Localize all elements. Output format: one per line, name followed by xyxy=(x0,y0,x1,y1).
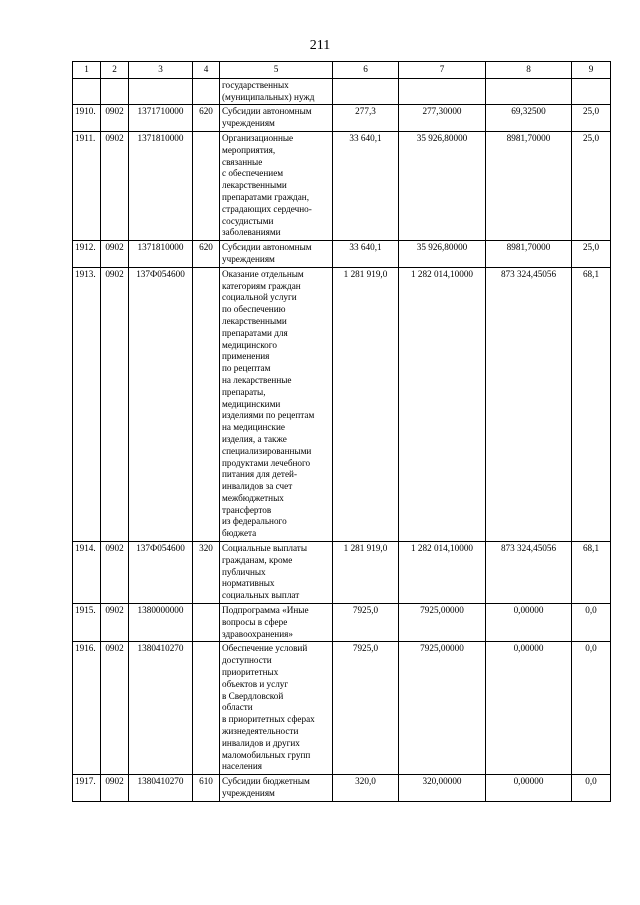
percent-executed-cell: 25,0 xyxy=(572,241,611,268)
amount-updated-cell: 7925,00000 xyxy=(399,604,486,642)
amount-approved-cell: 33 640,1 xyxy=(333,131,399,240)
section-code-cell: 0902 xyxy=(101,267,129,541)
row-number-cell: 1914. xyxy=(73,542,101,604)
section-code-cell: 0902 xyxy=(101,105,129,132)
percent-executed-cell: 25,0 xyxy=(572,105,611,132)
amount-updated-cell: 35 926,80000 xyxy=(399,131,486,240)
item-name-cell: Оказание отдельным категориям граждан социальной услуги по обеспечению лекарственными препаратами для медицинского применения по рецептам на лекарственные препараты, медицинскими изделиями по рецептам на медицинские изделия, а также специализированными продуктами лечебного питания для детей- инвалидов за счет межбюджетных трансфертов из федерального бюджета xyxy=(220,267,333,541)
column-header: 9 xyxy=(572,62,611,79)
table-header-row xyxy=(73,62,611,79)
amount-executed-cell: 0,00000 xyxy=(486,642,572,775)
column-header: 8 xyxy=(486,62,572,79)
expense-type-cell xyxy=(193,78,220,105)
target-code-cell: 137Ф054600 xyxy=(129,267,193,541)
section-code-cell: 0902 xyxy=(101,604,129,642)
expense-type-cell xyxy=(193,267,220,541)
expense-type-cell xyxy=(193,131,220,240)
column-header: 4 xyxy=(193,62,220,79)
expense-type-cell: 620 xyxy=(193,105,220,132)
column-header: 1 xyxy=(73,62,101,79)
table-row xyxy=(73,642,611,775)
item-name-cell: Субсидии бюджетным учреждениям xyxy=(220,775,333,802)
percent-executed-cell: 0,0 xyxy=(572,642,611,775)
page-number: 211 xyxy=(309,38,331,53)
percent-executed-cell xyxy=(572,78,611,105)
item-name-cell: Подпрограмма «Иные вопросы в сфере здравоохранения» xyxy=(220,604,333,642)
table-row xyxy=(73,775,611,802)
amount-executed-cell: 8981,70000 xyxy=(486,131,572,240)
amount-approved-cell xyxy=(333,78,399,105)
row-number-cell: 1915. xyxy=(73,604,101,642)
row-number-cell: 1916. xyxy=(73,642,101,775)
amount-approved-cell: 277,3 xyxy=(333,105,399,132)
section-code-cell xyxy=(101,78,129,105)
percent-executed-cell: 0,0 xyxy=(572,604,611,642)
target-code-cell: 1380410270 xyxy=(129,642,193,775)
target-code-cell: 1380000000 xyxy=(129,604,193,642)
row-number-cell: 1913. xyxy=(73,267,101,541)
percent-executed-cell: 68,1 xyxy=(572,542,611,604)
amount-updated-cell: 320,00000 xyxy=(399,775,486,802)
item-name-cell: Субсидии автономным учреждениям xyxy=(220,241,333,268)
amount-executed-cell: 8981,70000 xyxy=(486,241,572,268)
column-header: 7 xyxy=(399,62,486,79)
table-row xyxy=(73,604,611,642)
amount-approved-cell: 1 281 919,0 xyxy=(333,542,399,604)
item-name-cell: Социальные выплаты гражданам, кроме публичных нормативных социальных выплат xyxy=(220,542,333,604)
row-number-cell: 1917. xyxy=(73,775,101,802)
amount-updated-cell: 277,30000 xyxy=(399,105,486,132)
percent-executed-cell: 0,0 xyxy=(572,775,611,802)
table-row xyxy=(73,267,611,541)
row-number-cell: 1910. xyxy=(73,105,101,132)
item-name-cell: Организационные мероприятия, связанные с обеспечением лекарственными препаратами граждан, страдающих сердечно- сосудистыми заболеваниями xyxy=(220,131,333,240)
expense-type-cell: 320 xyxy=(193,542,220,604)
column-header: 6 xyxy=(333,62,399,79)
target-code-cell: 1371710000 xyxy=(129,105,193,132)
table-row xyxy=(73,241,611,268)
amount-executed-cell: 0,00000 xyxy=(486,775,572,802)
column-header: 5 xyxy=(220,62,333,79)
amount-executed-cell: 69,32500 xyxy=(486,105,572,132)
amount-approved-cell: 33 640,1 xyxy=(333,241,399,268)
target-code-cell: 1371810000 xyxy=(129,241,193,268)
target-code-cell: 1371810000 xyxy=(129,131,193,240)
row-number-cell: 1911. xyxy=(73,131,101,240)
table-row xyxy=(73,131,611,240)
percent-executed-cell: 68,1 xyxy=(572,267,611,541)
target-code-cell xyxy=(129,78,193,105)
amount-updated-cell: 1 282 014,10000 xyxy=(399,267,486,541)
amount-approved-cell: 7925,0 xyxy=(333,604,399,642)
amount-updated-cell: 35 926,80000 xyxy=(399,241,486,268)
expense-type-cell: 620 xyxy=(193,241,220,268)
budget-table xyxy=(72,61,611,802)
expense-type-cell: 610 xyxy=(193,775,220,802)
amount-updated-cell xyxy=(399,78,486,105)
amount-approved-cell: 7925,0 xyxy=(333,642,399,775)
target-code-cell: 1380410270 xyxy=(129,775,193,802)
amount-approved-cell: 1 281 919,0 xyxy=(333,267,399,541)
amount-approved-cell: 320,0 xyxy=(333,775,399,802)
expense-type-cell xyxy=(193,604,220,642)
section-code-cell: 0902 xyxy=(101,131,129,240)
column-header: 3 xyxy=(129,62,193,79)
amount-updated-cell: 1 282 014,10000 xyxy=(399,542,486,604)
section-code-cell: 0902 xyxy=(101,775,129,802)
section-code-cell: 0902 xyxy=(101,642,129,775)
row-number-cell: 1912. xyxy=(73,241,101,268)
amount-executed-cell: 873 324,45056 xyxy=(486,267,572,541)
table-row xyxy=(73,542,611,604)
table-row xyxy=(73,105,611,132)
amount-executed-cell xyxy=(486,78,572,105)
amount-updated-cell: 7925,00000 xyxy=(399,642,486,775)
percent-executed-cell: 25,0 xyxy=(572,131,611,240)
target-code-cell: 137Ф054600 xyxy=(129,542,193,604)
item-name-cell: Обеспечение условий доступности приоритетных объектов и услуг в Свердловской области в приоритетных сферах жизнедеятельности инвалидов и других маломобильных групп населения xyxy=(220,642,333,775)
amount-executed-cell: 0,00000 xyxy=(486,604,572,642)
row-number-cell xyxy=(73,78,101,105)
expense-type-cell xyxy=(193,642,220,775)
table-row xyxy=(73,78,611,105)
item-name-cell: Субсидии автономным учреждениям xyxy=(220,105,333,132)
column-header: 2 xyxy=(101,62,129,79)
section-code-cell: 0902 xyxy=(101,241,129,268)
section-code-cell: 0902 xyxy=(101,542,129,604)
item-name-cell: государственных (муниципальных) нужд xyxy=(220,78,333,105)
amount-executed-cell: 873 324,45056 xyxy=(486,542,572,604)
